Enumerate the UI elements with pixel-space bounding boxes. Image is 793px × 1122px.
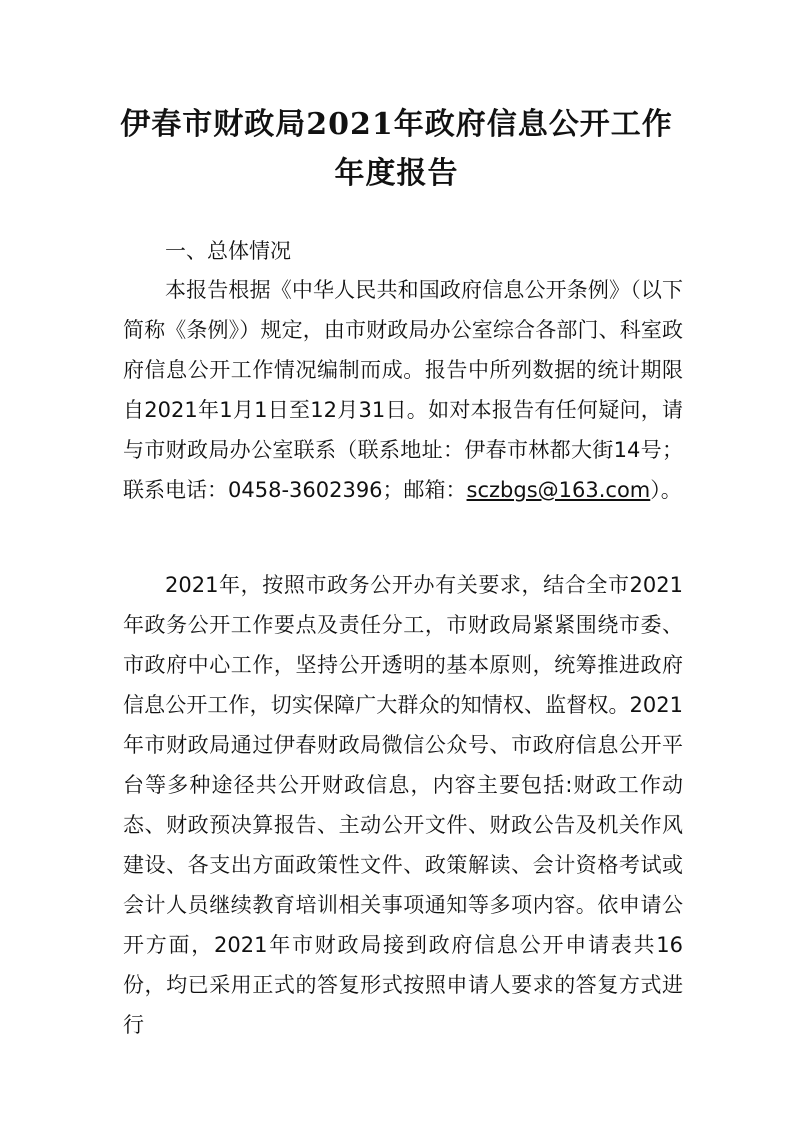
paragraph-intro-text: 本报告根据《中华人民共和国政府信息公开条例》（以下简称《条例》）规定，由市财政局办公室综合各部门、科室政府信息公开工作情况编制而成。报告中所列数据的统计期限自2021年1月1日至12月31日。如对本报告有任何疑问，请与市财政局办公室联系（联系地址：伊春市林都大街14号；联系电话：0458-3602396；邮箱： [123,278,683,502]
document-title-line1: 伊春市财政局2021年政府信息公开工作 [120,107,673,142]
document-title-line2: 年度报告 [334,156,459,191]
email-link[interactable]: sczbgs@163.com [466,478,651,502]
paragraph-intro [123,270,683,510]
paragraph-work-summary: 2021年，按照市政务公开办有关要求，结合全市2021年政务公开工作要点及责任分工，市财政局紧紧围绕市委、市政府中心工作，坚持公开透明的基本原则，统筹推进政府信息公开工作，切实保障广大群众的知情权、监督权。2021年市财政局通过伊春财政局微信公众号、市政府信息公开平台等多种途径共公开财政信息，内容主要包括:财政工作动态、财政预决算报告、主动公开文件、财政公告及机关作风建设、各支出方面政策性文件、政策解读、会计资格考试或会计人员继续教育培训相关事项通知等多项内容。依申请公开方面，2021年市财政局接到政府信息公开申请表共16份，均已采用正式的答复形式按照申请人要求的答复方式进行 [123,573,683,1037]
section-heading-overview: 一、总体情况 [165,239,291,263]
paragraph-intro-tail: ）。 [650,478,682,502]
